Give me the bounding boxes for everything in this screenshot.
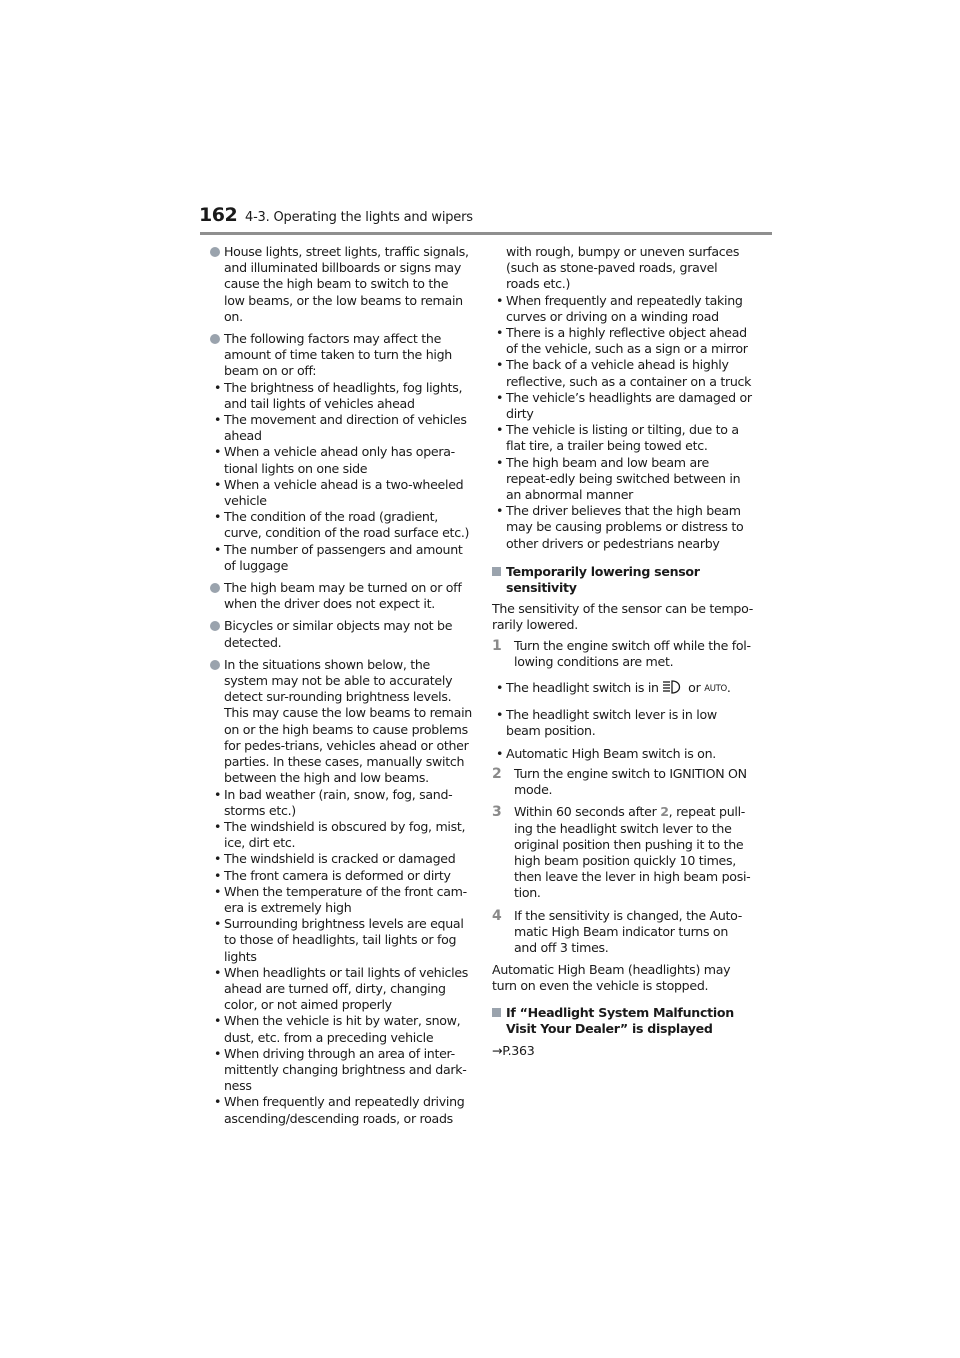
- step-4: 4 If the sensitivity is changed, the Auto-matic High Beam indicator turns on and off 3 times.: [492, 907, 743, 955]
- sub-list: [210, 380, 472, 574]
- condition-item: • The headlight switch lever is in low beam position.: [496, 707, 717, 739]
- left-column: [210, 244, 472, 1133]
- bullet-text: The high beam may be turned on or off when the driver does not expect it.: [224, 580, 462, 612]
- sub-list-item: • The brightness of headlights, fog lights, and tail lights of vehicles ahead: [214, 379, 463, 411]
- sub-list-item: • When the vehicle is hit by water, snow, dust, etc. from a preceding vehicle: [214, 1013, 461, 1045]
- step-number: 1: [492, 637, 502, 654]
- sub-list-item: • The movement and direction of vehicles ahead: [214, 412, 467, 444]
- reference-link[interactable]: P.363: [502, 1042, 535, 1058]
- sub-list-item: • When a vehicle ahead only has opera-tional lights on one side: [214, 444, 455, 476]
- sub-list-item: • The number of passengers and amount of luggage: [214, 541, 463, 573]
- headlight-icon: [662, 680, 684, 694]
- list-item: [210, 657, 472, 1127]
- step-number: 3: [492, 804, 502, 821]
- sub-list-item: • The driver believes that the high beam may be causing problems or distress to other drivers or pedestrians nearby: [496, 503, 744, 551]
- sub-list-item: • The windshield is cracked or damaged: [214, 851, 456, 867]
- continued-text: with rough, bumpy or uneven surfaces (such as stone-paved roads, gravel roads etc.): [506, 244, 740, 292]
- sub-list-item: • In bad weather (rain, snow, fog, sand-storms etc.): [214, 786, 453, 818]
- step-number: 2: [492, 765, 502, 782]
- sub-list-item: • When frequently and repeatedly taking curves or driving on a winding road: [496, 292, 743, 324]
- paragraph: The sensitivity of the sensor can be tempo-rarily lowered.: [492, 601, 754, 633]
- sub-list-item: • The condition of the road (gradient, curve, condition of the road surface etc.): [214, 509, 470, 541]
- square-bullet-icon: [492, 567, 501, 576]
- step-2: 2 Turn the engine switch to IGNITION ON mode.: [492, 765, 747, 798]
- page-reference[interactable]: [492, 1043, 754, 1059]
- sub-list-item: • Surrounding brightness levels are equal to those of headlights, tail lights or fog lights: [214, 916, 464, 964]
- sub-list: [492, 293, 754, 552]
- bullet-text: The following factors may affect the amount of time taken to turn the high beam on or off:: [224, 331, 452, 379]
- step-number: 4: [492, 907, 502, 924]
- bullet-dot-icon: [210, 583, 220, 593]
- sub-list-item: • When frequently and repeatedly driving ascending/descending roads, or roads: [214, 1094, 465, 1126]
- sub-list-item: • The windshield is obscured by fog, mist, ice, dirt etc.: [214, 818, 466, 851]
- sub-list-item: • There is a highly reflective object ahead of the vehicle, such as a sign or a mirror: [496, 325, 748, 357]
- sub-list-item: • When headlights or tail lights of vehicles ahead are turned off, dirty, changing color, or not aimed properly: [214, 964, 469, 1013]
- sub-list-item: • The front camera is deformed or dirty: [214, 867, 451, 883]
- sub-list-item: • The back of a vehicle ahead is highly reflective, such as a container on a truck: [496, 357, 752, 389]
- list-item: [210, 331, 472, 574]
- sub-list-item: • When a vehicle ahead is a two-wheeled vehicle: [214, 476, 464, 509]
- sub-list-item: • When the temperature of the front cam-era is extremely high: [214, 883, 467, 915]
- bullet-dot-icon: [210, 621, 220, 631]
- header-divider: [200, 232, 772, 235]
- list-item: [210, 618, 472, 650]
- section-title: 4-3. Operating the lights and wipers: [245, 210, 473, 225]
- subheading-malfunction: If “Headlight System Malfunction Visit Your Dealer” is displayed: [492, 1005, 754, 1037]
- page-header: [0, 0, 960, 240]
- sub-list-item: • The vehicle is listing or tilting, due to a flat tire, a trailer being towed etc.: [496, 422, 739, 454]
- bullet-text: House lights, street lights, traffic signals, and illuminated billboards or signs may cause the high beam to switch to the low beams, or the low beams to remain on.: [224, 244, 469, 324]
- bullet-dot-icon: [210, 247, 220, 257]
- bullet-text: In the situations shown below, the system may not be able to accurately detect sur-rounding brightness levels. This may cause the low beams to remain on or the high beams to cause problems for pedes-trians, vehicles ahead or other parties. In these cases, manually switch between the high and low beams.: [224, 656, 472, 786]
- right-column: [492, 244, 754, 1059]
- step-3: 3 Within 60 seconds after 2, repeat pull-ing the headlight switch lever to the original position then pushing it to the high beam position quickly 10 times, then leave the lever in high beam posi-tion.: [492, 804, 751, 901]
- sub-list-item: • The high beam and low beam are repeat-edly being switched between in an abnormal manner: [496, 454, 741, 503]
- bullet-dot-icon: [210, 660, 220, 670]
- auto-icon: AUTO: [704, 684, 727, 695]
- step-reference: 2: [660, 804, 669, 820]
- sub-list: [210, 787, 472, 1127]
- bullet-text: Bicycles or similar objects may not be detected.: [224, 618, 453, 650]
- paragraph: Automatic High Beam (headlights) may turn on even the vehicle is stopped.: [492, 962, 731, 994]
- condition-item: • The headlight switch is in or AUTO.: [492, 680, 754, 697]
- bullet-dot-icon: [210, 334, 220, 344]
- condition-item: • Automatic High Beam switch is on.: [496, 745, 716, 761]
- arrow-icon: →: [492, 1042, 503, 1058]
- step-1: 1 Turn the engine switch off while the fol-lowing conditions are met.: [492, 637, 751, 669]
- subheading-sensitivity: Temporarily lowering sensor sensitivity: [492, 564, 754, 596]
- list-item: [210, 580, 472, 612]
- sub-list-item: • The vehicle’s headlights are damaged or dirty: [496, 389, 752, 422]
- page-number: 162: [199, 204, 238, 226]
- sub-list-item: • When driving through an area of inter-mittently changing brightness and dark-ness: [214, 1045, 467, 1094]
- square-bullet-icon: [492, 1008, 501, 1017]
- list-item: [210, 244, 472, 325]
